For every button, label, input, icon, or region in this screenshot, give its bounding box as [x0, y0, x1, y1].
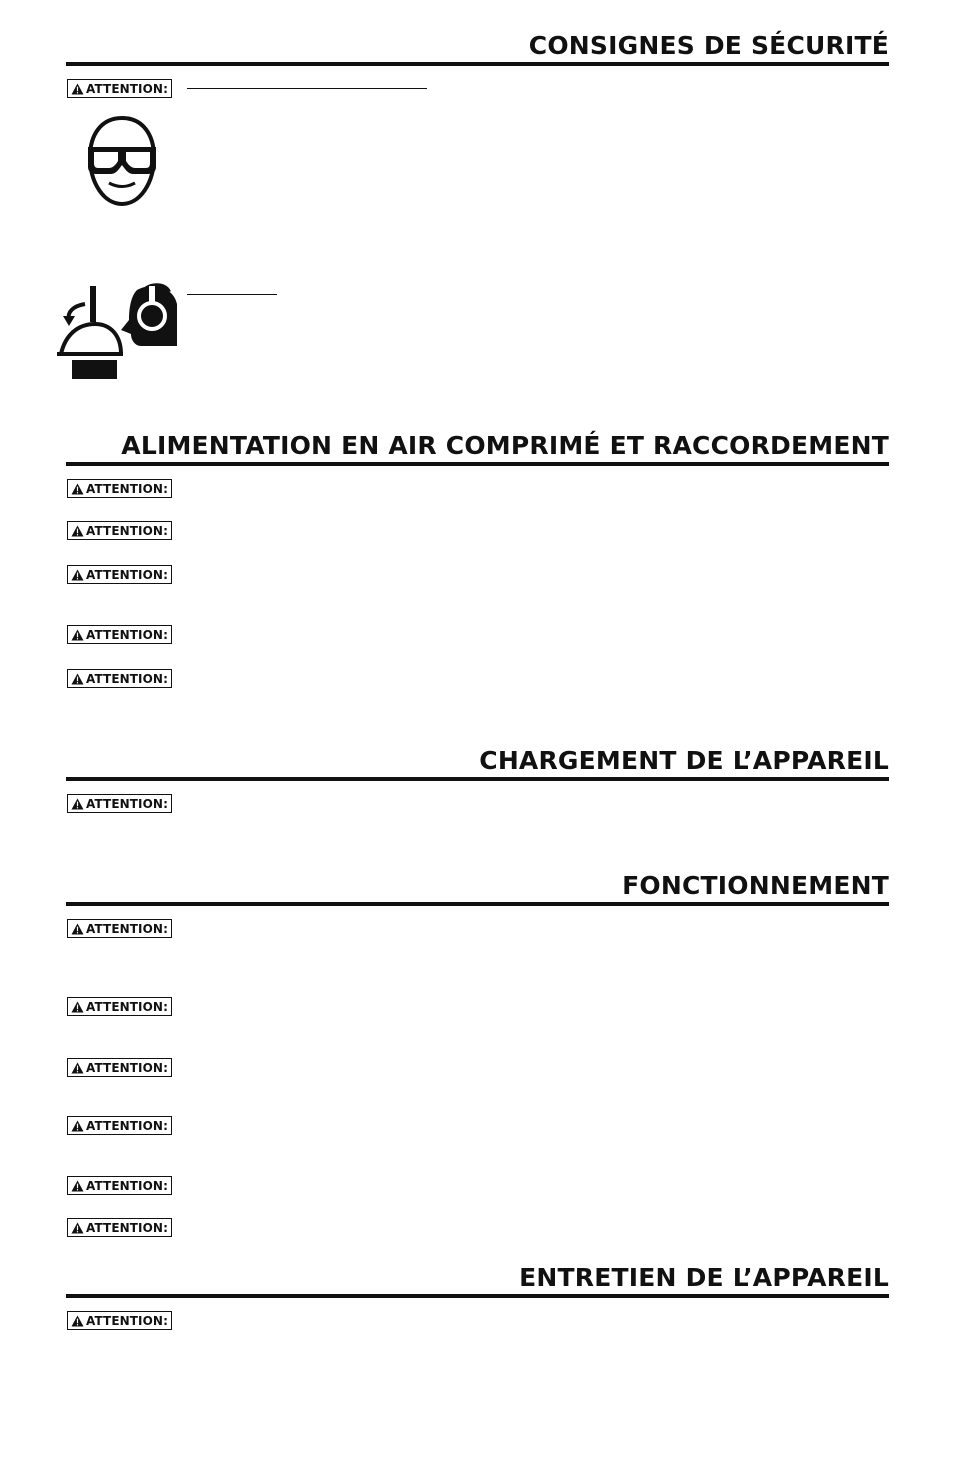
attention-label: ATTENTION:: [86, 481, 168, 496]
warning-triangle-icon: [71, 629, 84, 641]
underline-rule: [187, 294, 277, 295]
attention-label: ATTENTION:: [86, 1060, 168, 1075]
attention-badge: [67, 565, 172, 584]
attention-badge: [67, 1176, 172, 1195]
attention-label: ATTENTION:: [86, 1220, 168, 1235]
attention-badge: [67, 521, 172, 540]
warning-triangle-icon: [71, 1315, 84, 1327]
attention-badge: [67, 1218, 172, 1237]
attention-badge: [67, 669, 172, 688]
warning-triangle-icon: [71, 1222, 84, 1234]
heading-loading: CHARGEMENT DE L’APPAREIL: [66, 747, 889, 781]
heading-safety: CONSIGNES DE SÉCURITÉ: [66, 32, 889, 66]
attention-label: ATTENTION:: [86, 567, 168, 582]
heading-operation: FONCTIONNEMENT: [66, 872, 889, 906]
heading-air-supply: ALIMENTATION EN AIR COMPRIMÉ ET RACCORDEMENT: [66, 432, 889, 466]
attention-label: ATTENTION:: [86, 921, 168, 936]
attention-badge: [67, 1116, 172, 1135]
attention-label: ATTENTION:: [86, 796, 168, 811]
attention-badge: [67, 919, 172, 938]
attention-badge: [67, 479, 172, 498]
attention-label: ATTENTION:: [86, 1313, 168, 1328]
attention-label: ATTENTION:: [86, 81, 168, 96]
attention-label: ATTENTION:: [86, 523, 168, 538]
attention-label: ATTENTION:: [86, 999, 168, 1014]
warning-triangle-icon: [71, 923, 84, 935]
attention-label: ATTENTION:: [86, 627, 168, 642]
warning-triangle-icon: [71, 569, 84, 581]
warning-triangle-icon: [71, 525, 84, 537]
attention-badge: [67, 794, 172, 813]
attention-badge: [67, 79, 172, 98]
warning-triangle-icon: [71, 83, 84, 95]
attention-badge: [67, 625, 172, 644]
warning-triangle-icon: [71, 1062, 84, 1074]
attention-label: ATTENTION:: [86, 1118, 168, 1133]
warning-triangle-icon: [71, 1001, 84, 1013]
hard-hat-ear-protection-icon: [55, 282, 180, 382]
warning-triangle-icon: [71, 483, 84, 495]
warning-triangle-icon: [71, 1180, 84, 1192]
attention-label: ATTENTION:: [86, 671, 168, 686]
warning-triangle-icon: [71, 673, 84, 685]
underline-rule: [187, 88, 427, 89]
warning-triangle-icon: [71, 798, 84, 810]
safety-goggles-icon: [84, 115, 160, 207]
attention-badge: [67, 997, 172, 1016]
warning-triangle-icon: [71, 1120, 84, 1132]
attention-label: ATTENTION:: [86, 1178, 168, 1193]
heading-maintenance: ENTRETIEN DE L’APPAREIL: [66, 1264, 889, 1298]
attention-badge: [67, 1058, 172, 1077]
attention-badge: [67, 1311, 172, 1330]
